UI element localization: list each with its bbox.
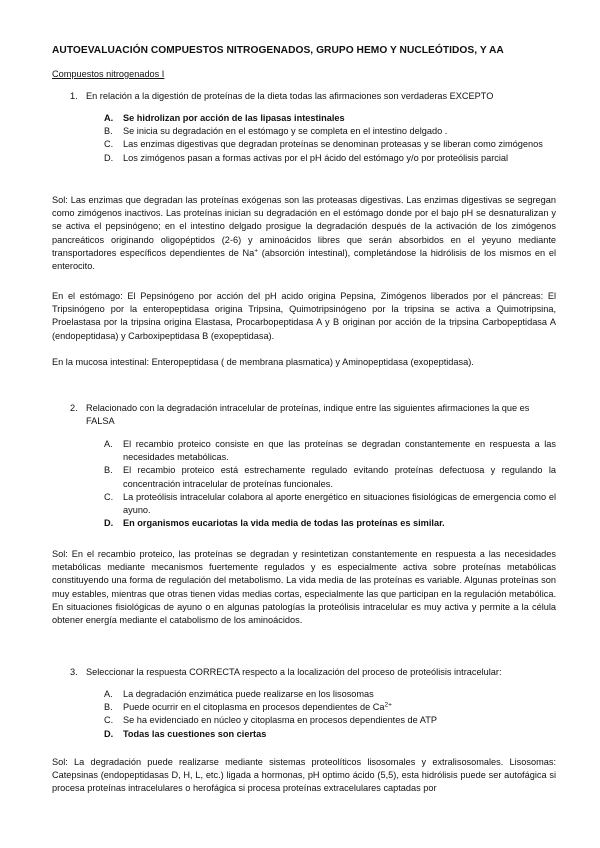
question-3 xyxy=(70,666,556,679)
option-text: La degradación enzimática puede realizarse en los lisosomas xyxy=(123,689,374,699)
option-letter: B. xyxy=(104,465,113,476)
mucosa-paragraph: En la mucosa intestinal: Enteropeptidasa ( de membrana plasmatica) y Aminopeptidasa (exopeptidasa). xyxy=(52,357,474,367)
option-text: La proteólisis intracelular colabora al aporte energético en situaciones fisiológicas de emergencia como el ayuno. xyxy=(123,491,556,516)
option-letter: C. xyxy=(104,139,114,150)
option-letter: D. xyxy=(104,518,114,529)
option-d xyxy=(104,152,556,165)
option-letter: C. xyxy=(104,715,114,726)
option-c xyxy=(104,138,556,151)
option-text: Se inicia su degradación en el estómago y se completa en el intestino delgado . xyxy=(123,126,448,137)
question-stem: En relación a la digestión de proteínas de la dieta todas las afirmaciones son verdaderas EXCEPTO xyxy=(86,91,494,101)
option-text: Todas las cuestiones son ciertas xyxy=(123,728,267,739)
option-letter: B. xyxy=(104,702,113,713)
question-2 xyxy=(70,402,556,428)
stomach-paragraph: En el estómago: El Pepsinógeno por acción del pH acido origina Pepsina, Zimógenos liberados por el páncreas: El Tripsinógeno por la enteropeptidasa origina Tripsina, Quimotripsinógeno por la tripsina se activa a Quimotripsina, Proelastasa por la tripsina origina Elastasa, Procarbopeptidasa A y B originan por acción de la tripsina Carbopeptidasa A (endopeptidasa) y Carboxipeptidasa B (exopeptidasa). xyxy=(52,291,556,341)
option-text: En organismos eucariotas la vida media de todas las proteínas es similar. xyxy=(123,518,445,529)
option-letter: D. xyxy=(104,152,114,163)
option-letter: A. xyxy=(104,439,113,449)
option-b xyxy=(104,125,556,138)
options-list xyxy=(104,438,556,530)
option-letter: C. xyxy=(104,491,114,502)
option-a xyxy=(104,112,556,125)
options-list xyxy=(104,688,556,741)
option-text: Puede ocurrir en el citoplasma en procesos dependientes de Ca xyxy=(123,702,385,713)
question-number: 1. xyxy=(70,91,78,101)
question-number: 3. xyxy=(70,667,78,677)
solution-3: Sol: La degradación puede realizarse mediante sistemas proteolíticos lisosomales y extralisosomales. Lisosomas: Catepsinas (endopeptidasas D, H, L, etc.) ligada a hormonas, pH optimo ácido (5,5), esta hidrólisis puede ser autofágica si procesa proteínas intracelulares o herofágica si procesa proteínas extracelulares captadas por xyxy=(52,757,556,794)
superscript: 2+ xyxy=(384,701,392,709)
option-text: El recambio proteico consiste en que las proteínas se degradan constantemente en respuesta a las necesidades metabólicas. xyxy=(123,439,556,463)
option-d xyxy=(104,728,556,741)
option-text: El recambio proteico está estrechamente regulado evitando proteínas defectuosa y regulando la concentración intracelular de proteínas funcionales. xyxy=(123,465,556,489)
options-list xyxy=(104,112,556,165)
superscript: + xyxy=(254,247,259,255)
option-letter: D. xyxy=(104,728,114,739)
option-a xyxy=(104,688,556,701)
question-1 xyxy=(70,90,556,103)
document-title: AUTOEVALUACIÓN COMPUESTOS NITROGENADOS, GRUPO HEMO Y NUCLEÓTIDOS, Y AA xyxy=(52,45,504,56)
option-text: Los zimógenos pasan a formas activas por el pH ácido del estómago y/o por proteólisis parcial xyxy=(123,152,509,163)
question-number: 2. xyxy=(70,403,78,413)
solution-text: Sol: Las enzimas que degradan las proteínas exógenas son las proteasas digestivas. Las enzimas digestivas se segregan como zimógenos inactivos. Las proteínas inician su degradación en el estómago donde por el bajo pH se desnaturalizan y se activa el pepsinógeno; en el intestino delgado prosigue la degradación después de la activación de los zimógenos pancreáticos originando oligopéptidos (2-6) y aminoácidos libres que serán absorbidos en el yeyuno mediante transportadores específicos dependientes de Na xyxy=(52,195,556,258)
solution-1 xyxy=(52,194,556,273)
option-text: Las enzimas digestivas que degradan proteínas se denominan proteasas y se liberan como zimógenos xyxy=(123,139,543,150)
option-letter: A. xyxy=(104,113,114,123)
option-text: Se hidrolizan por acción de las lipasas intestinales xyxy=(123,113,345,123)
option-a xyxy=(104,438,556,464)
solution-text-cont: (absorción intestinal), completándose la hidrólisis de los mismos en el enterocito. xyxy=(52,247,556,272)
option-b xyxy=(104,701,556,714)
option-c xyxy=(104,714,556,727)
option-letter: A. xyxy=(104,689,113,699)
option-c xyxy=(104,491,556,517)
option-letter: B. xyxy=(104,126,113,137)
question-stem: Seleccionar la respuesta CORRECTA respecto a la localización del proceso de proteólisis intracelular: xyxy=(86,667,502,677)
question-stem: Relacionado con la degradación intracelular de proteínas, indique entre las siguientes afirmaciones la que es FALSA xyxy=(86,403,530,427)
section-heading: Compuestos nitrogenados I xyxy=(52,69,165,79)
option-text: Se ha evidenciado en núcleo y citoplasma en procesos dependientes de ATP xyxy=(123,715,437,726)
option-b xyxy=(104,464,556,490)
option-d xyxy=(104,517,556,530)
solution-2: Sol: En el recambio proteico, las proteínas se degradan y resintetizan constantemente en respuesta a las necesidades metabólicas mediante mecanismos fuertemente regulados y es especialmente activa sobre proteínas metabólicas constituyendo una forma de regulación del metabolismo. La vida media de las proteínas es variable. Algunas proteínas son muy estables, mientras que otras tienen vidas medias cortas, especialmente las que participan en la regulación metabólica. En situaciones fisiológicas de ayuno o en algunas patologías la proteólisis intracelular es muy activa y permite a la célula obtener energía mediante el catabolismo de los aminoácidos. xyxy=(52,549,556,626)
